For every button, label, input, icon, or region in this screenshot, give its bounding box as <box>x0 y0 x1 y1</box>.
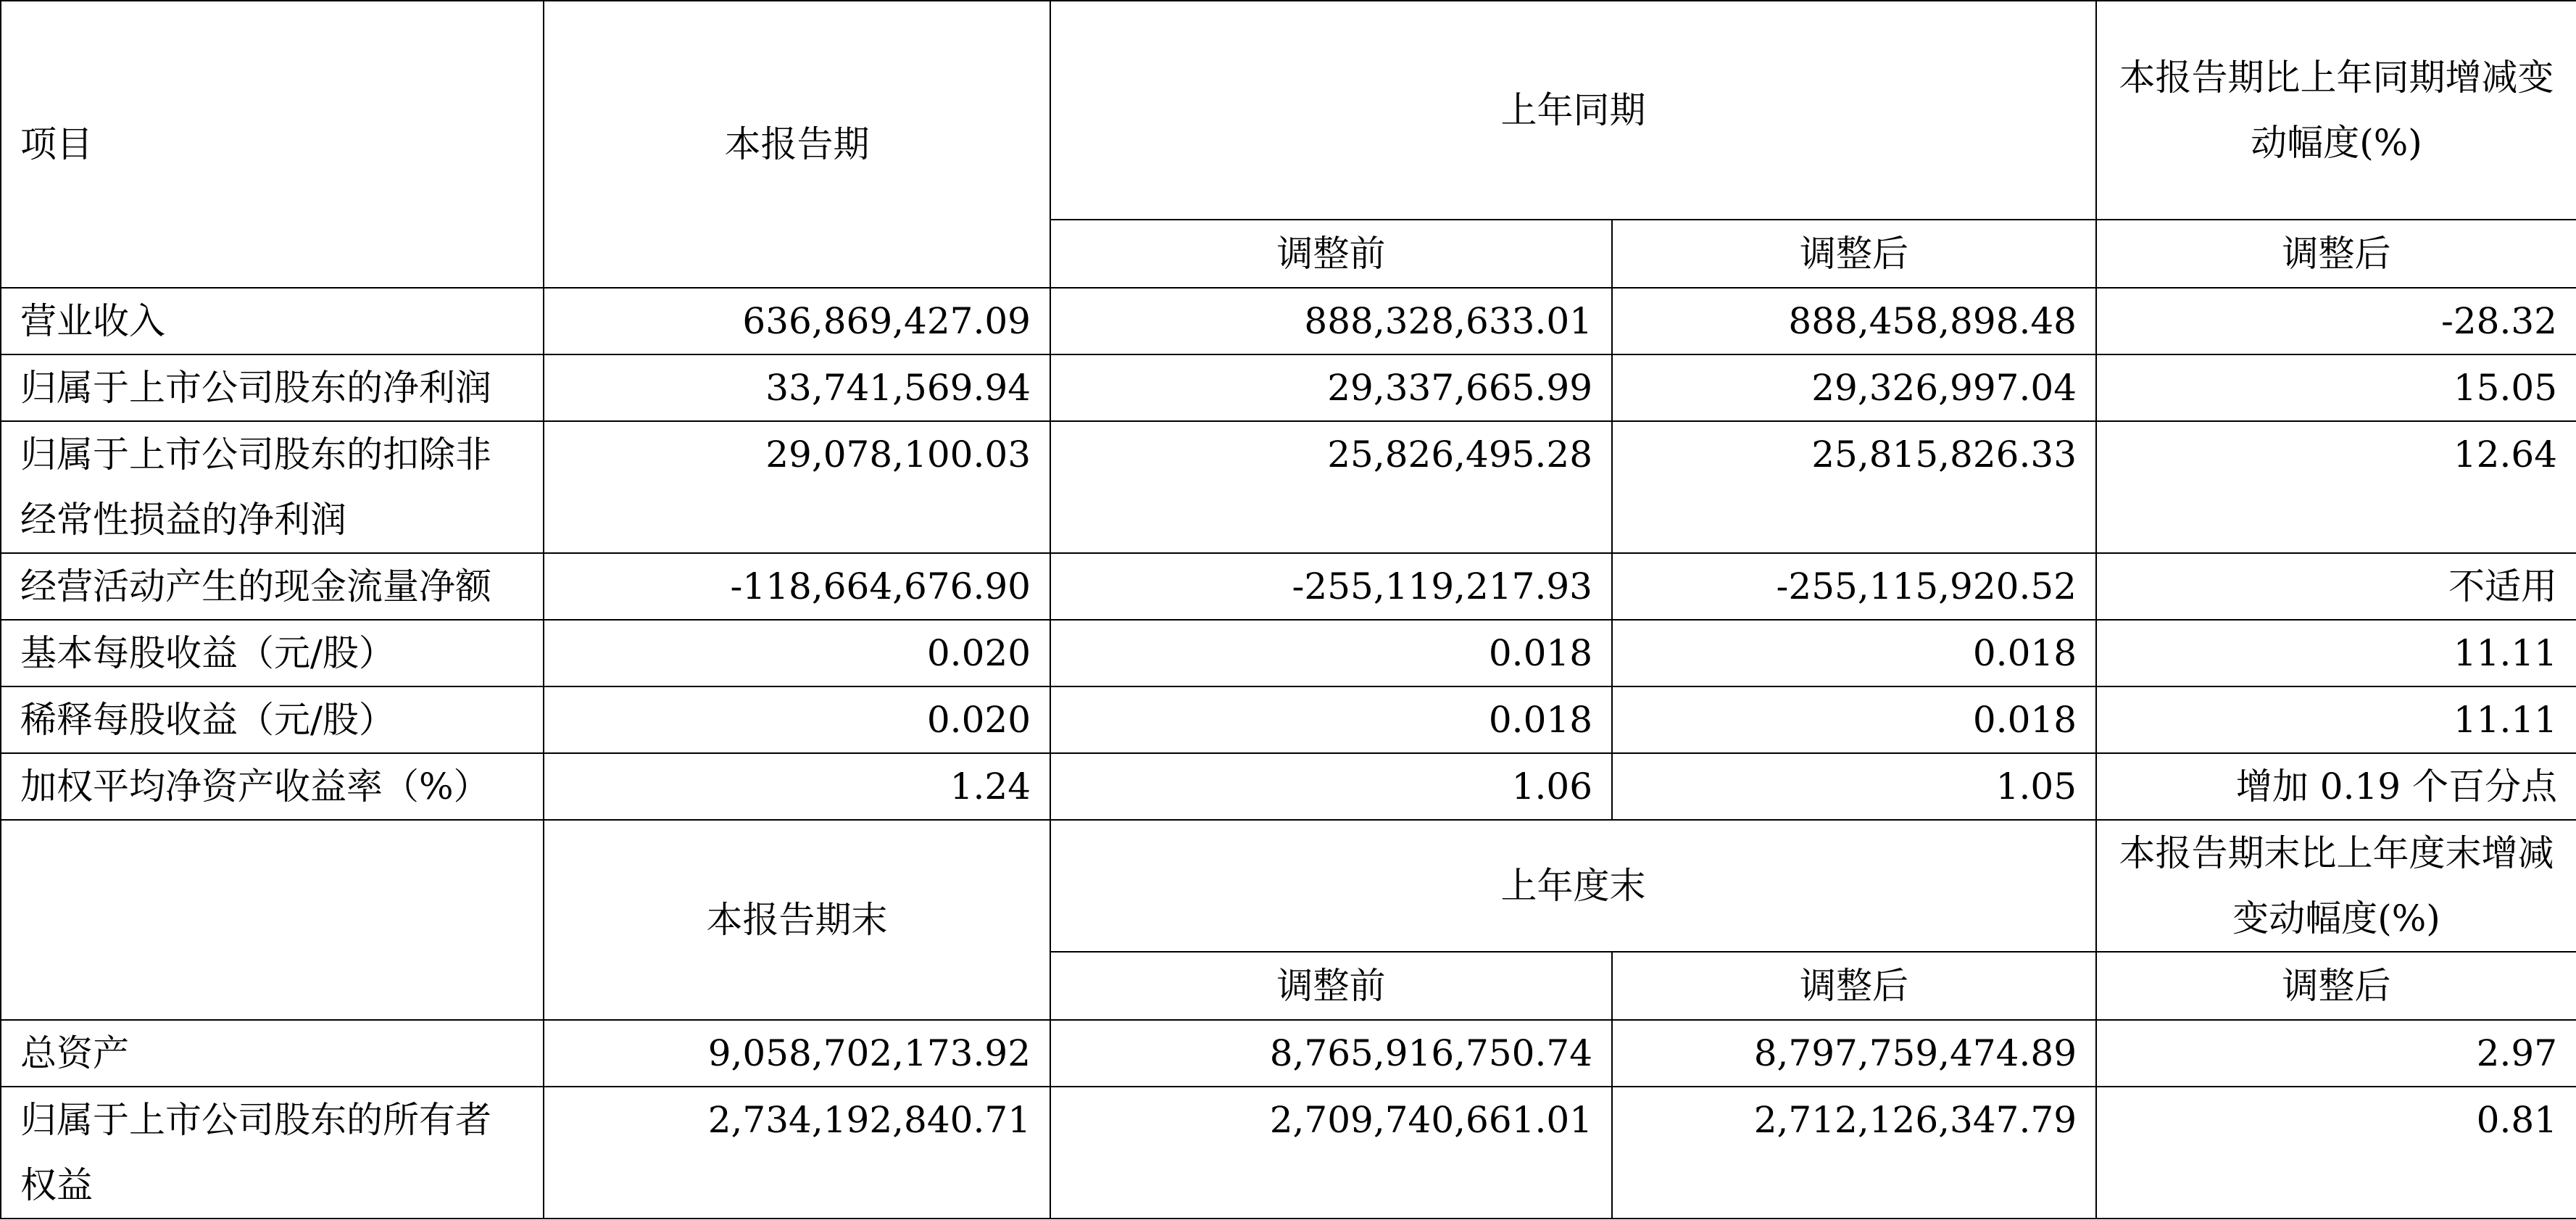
table-row <box>1 354 2576 421</box>
after-adjustment-value: 25,815,826.33 <box>1612 421 2096 553</box>
current-period-header: 本报告期 <box>544 1 1050 288</box>
change-value: 11.11 <box>2096 620 2576 686</box>
row-item-label: 总资产 <box>1 1020 544 1087</box>
change-value: 11.11 <box>2096 686 2576 753</box>
after-adjustment-value: 0.018 <box>1612 686 2096 753</box>
current-value: 636,869,427.09 <box>544 288 1050 354</box>
row-item-label: 归属于上市公司股东的扣除非经常性损益的净利润 <box>1 421 544 553</box>
after-adjustment-value: 8,797,759,474.89 <box>1612 1020 2096 1087</box>
item-header: 项目 <box>1 1 544 288</box>
change-value: -28.32 <box>2096 288 2576 354</box>
row-item-label: 归属于上市公司股东的净利润 <box>1 354 544 421</box>
item-header-blank <box>1 820 544 1020</box>
table-row <box>1 1020 2576 1087</box>
change-value: 增加 0.19 个百分点 <box>2096 753 2576 820</box>
table-row <box>1 288 2576 354</box>
current-value: -118,664,676.90 <box>544 553 1050 620</box>
before-adjustment-value: 0.018 <box>1050 620 1612 686</box>
prior-year-end-header: 上年度末 <box>1050 820 2096 952</box>
table-row <box>1 753 2576 820</box>
current-value: 2,734,192,840.71 <box>544 1087 1050 1219</box>
row-item-label: 稀释每股收益（元/股） <box>1 686 544 753</box>
header-row <box>1 820 2576 952</box>
before-adjustment-value: 29,337,665.99 <box>1050 354 1612 421</box>
after-adjustment-value: 2,712,126,347.79 <box>1612 1087 2096 1219</box>
before-adjustment-value: 1.06 <box>1050 753 1612 820</box>
row-item-label: 加权平均净资产收益率（%） <box>1 753 544 820</box>
change-header: 本报告期比上年同期增减变动幅度(%) <box>2096 1 2576 220</box>
table-row <box>1 620 2576 686</box>
table-row <box>1 421 2576 553</box>
row-item-label: 归属于上市公司股东的所有者权益 <box>1 1087 544 1219</box>
change-value: 不适用 <box>2096 553 2576 620</box>
header-row <box>1 1 2576 220</box>
row-item-label: 营业收入 <box>1 288 544 354</box>
before-adjustment-value: 8,765,916,750.74 <box>1050 1020 1612 1087</box>
before-adjustment-value: 888,328,633.01 <box>1050 288 1612 354</box>
current-period-end-header: 本报告期末 <box>544 820 1050 1020</box>
change-value: 15.05 <box>2096 354 2576 421</box>
table-row <box>1 686 2576 753</box>
before-adjustment-header: 调整前 <box>1050 220 1612 288</box>
change-value: 12.64 <box>2096 421 2576 553</box>
change-value: 0.81 <box>2096 1087 2576 1219</box>
after-adjustment-value: 888,458,898.48 <box>1612 288 2096 354</box>
change-header: 本报告期末比上年度末增减变动幅度(%) <box>2096 820 2576 952</box>
current-value: 29,078,100.03 <box>544 421 1050 553</box>
current-value: 33,741,569.94 <box>544 354 1050 421</box>
table-row <box>1 1087 2576 1219</box>
before-adjustment-value: 0.018 <box>1050 686 1612 753</box>
change-after-adjustment-header: 调整后 <box>2096 220 2576 288</box>
after-adjustment-value: 0.018 <box>1612 620 2096 686</box>
before-adjustment-value: 2,709,740,661.01 <box>1050 1087 1612 1219</box>
current-value: 1.24 <box>544 753 1050 820</box>
after-adjustment-header: 调整后 <box>1612 220 2096 288</box>
before-adjustment-value: 25,826,495.28 <box>1050 421 1612 553</box>
after-adjustment-value: 1.05 <box>1612 753 2096 820</box>
current-value: 0.020 <box>544 620 1050 686</box>
row-item-label: 基本每股收益（元/股） <box>1 620 544 686</box>
change-value: 2.97 <box>2096 1020 2576 1087</box>
before-adjustment-header: 调整前 <box>1050 952 1612 1020</box>
row-item-label: 经营活动产生的现金流量净额 <box>1 553 544 620</box>
table-row <box>1 553 2576 620</box>
after-adjustment-value: -255,115,920.52 <box>1612 553 2096 620</box>
change-after-adjustment-header: 调整后 <box>2096 952 2576 1020</box>
prior-year-period-header: 上年同期 <box>1050 1 2096 220</box>
after-adjustment-header: 调整后 <box>1612 952 2096 1020</box>
current-value: 9,058,702,173.92 <box>544 1020 1050 1087</box>
after-adjustment-value: 29,326,997.04 <box>1612 354 2096 421</box>
current-value: 0.020 <box>544 686 1050 753</box>
before-adjustment-value: -255,119,217.93 <box>1050 553 1612 620</box>
